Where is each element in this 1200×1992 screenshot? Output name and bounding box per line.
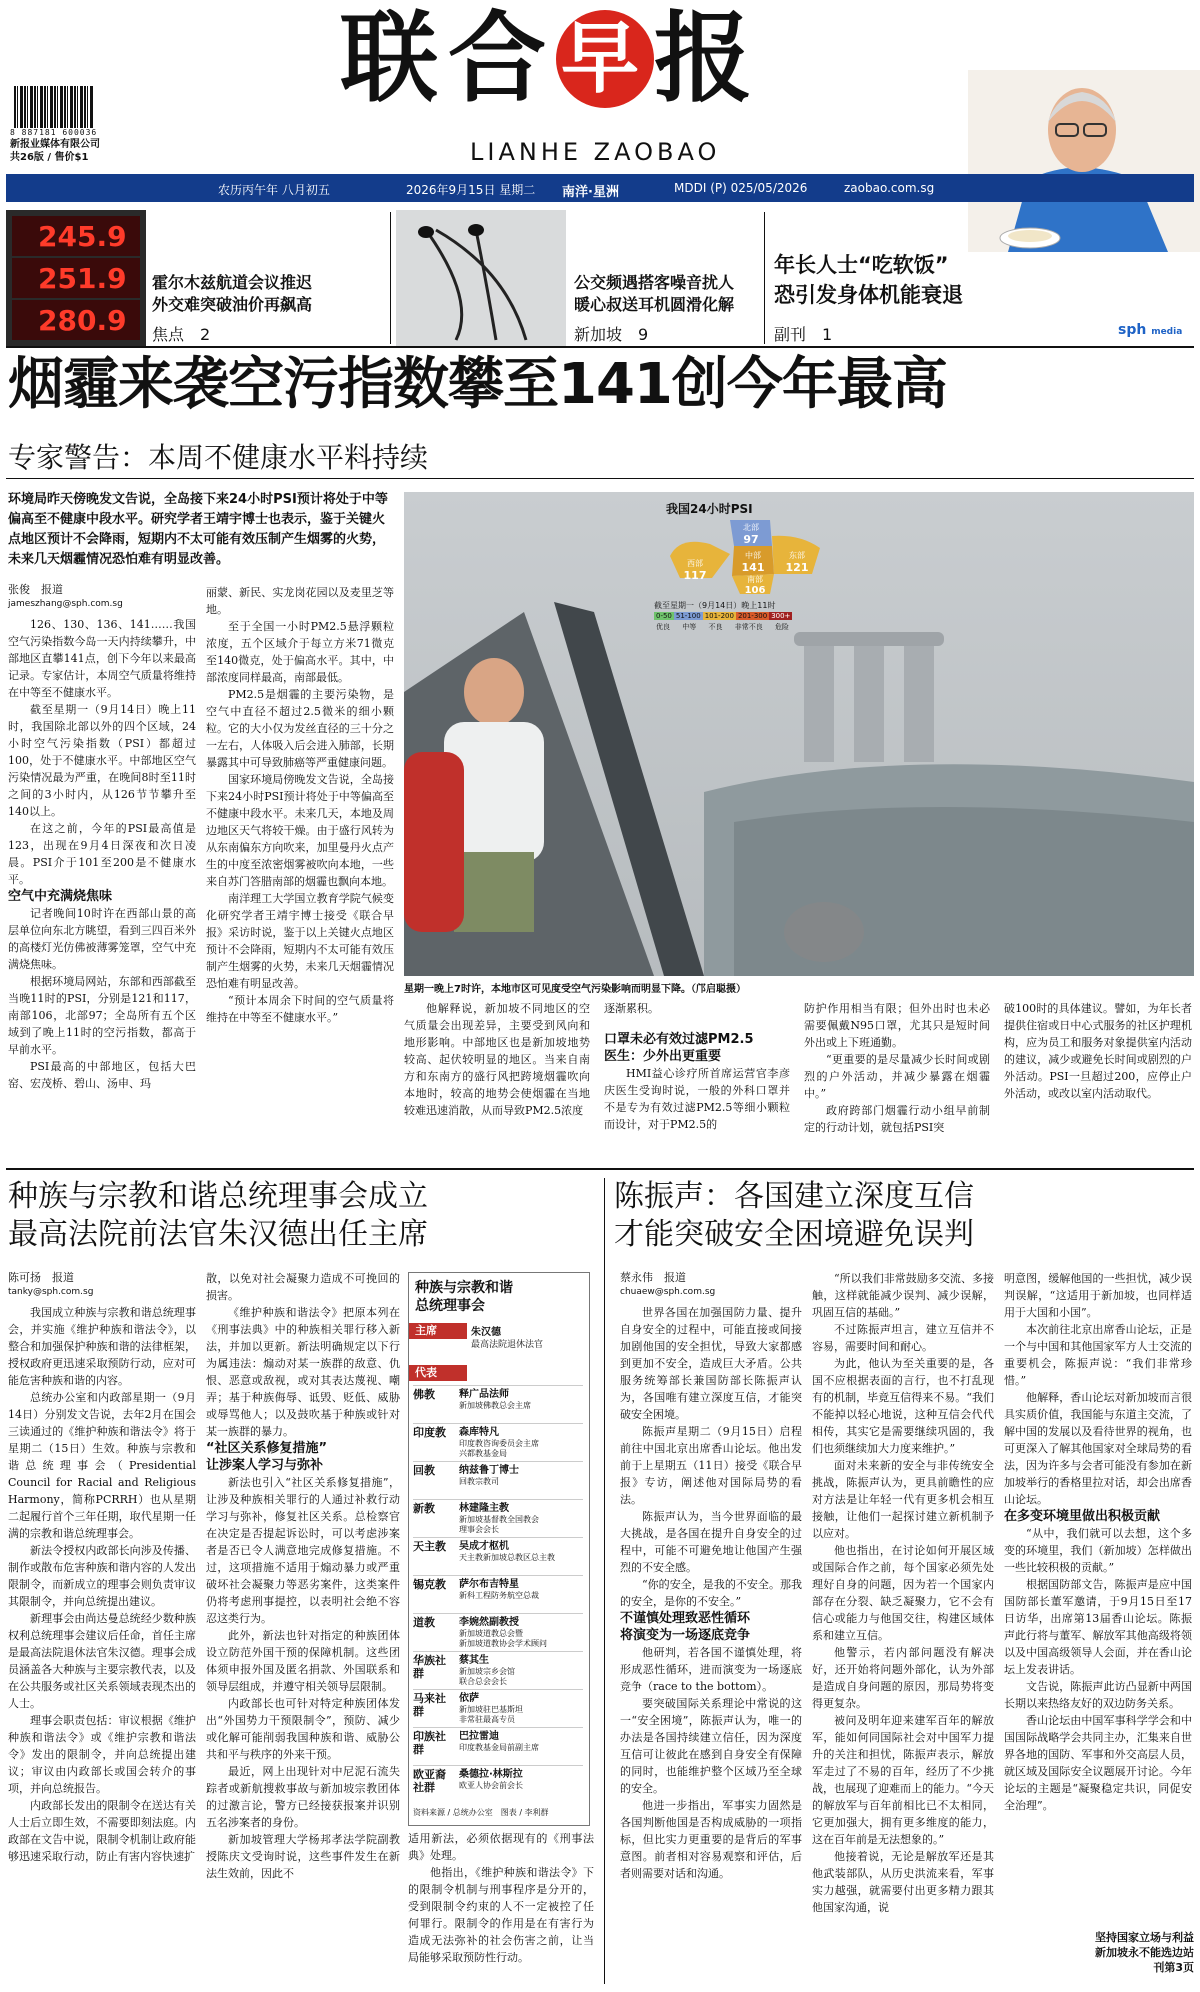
- rep-row: [413, 1575, 583, 1612]
- paragraph: 根据环境局网站，东部和西部截至当晚11时的PSI，分别是121和117，南部106，北部97；全岛所有五个区域到了晚上11时的空污指数，都高于早前水平。: [8, 975, 196, 1056]
- paragraph: 南洋理工大学国立教育学院气候变化研究学者王靖宇博士接受《联合早报》采访时说，鉴于以上关键火点地区预计不会降雨，短期内不太可能有效压制产生烟雾的火势，未来几天烟霾情况恐怕难有明显改善。: [206, 892, 394, 990]
- mddi-number: MDDI (P) 025/05/2026: [674, 181, 808, 195]
- rep-row: [413, 1651, 583, 1688]
- main-headline[interactable]: 烟霾来袭空污指数攀至141创今年最高: [8, 352, 947, 417]
- logo-char: 联: [340, 1, 449, 116]
- paragraph: 理事会职责包括：审议根据《维护种族和谐法令》或《维护宗教和谐法令》发出的限制令，并向总统提出建议；审议由内政部长或国会转介的事项，并向总统报告。: [8, 1714, 196, 1795]
- legend-range: 101-200: [704, 612, 734, 620]
- divider: [6, 1168, 1194, 1170]
- page-number: 9: [638, 325, 649, 344]
- logo-char: 报: [654, 1, 763, 116]
- legend-range: 201-300: [737, 612, 768, 620]
- section-name: 焦点: [152, 325, 185, 344]
- paragraph: 新法令授权内政部长向涉及传播、制作或散布危害种族和谐内容的人发出限制令，而新成立的理事会则负责审议其限制令，并向总统提出建议。: [8, 1544, 196, 1608]
- rep-name: 萨尔布吉特星: [459, 1579, 519, 1590]
- divider: [764, 212, 765, 344]
- paragraph: “你的安全，是我的不安全。那我的安全，是你的不安全。”: [620, 1578, 802, 1608]
- article-column: [1004, 1270, 1192, 1814]
- teaser-title-line: 公交频遇搭客噪音扰人: [574, 273, 735, 292]
- date-info-bar: [6, 174, 1194, 202]
- paragraph: HMI益心诊疗所首席运营官李彦庆医生受询时说，一般的外科口罩并不是专为有效过滤PM2.5等细小颗粒而设计，对于PM2.5的: [604, 1067, 790, 1131]
- article-column: [404, 1000, 590, 1119]
- region-north: [734, 522, 768, 546]
- paragraph: 最近，网上出现针对中尼泥石流失踪者或新航搜救事故与新加坡宗教团体的过激言论，警方已经接获报案并识别五名涉案者的身份。: [206, 1765, 400, 1829]
- rep-desc: 新科工程防务航空总裁: [459, 1591, 539, 1600]
- region-psi: 106: [744, 585, 766, 596]
- paragraph: PSI最高的中部地区，包括大巴窑、宏茂桥、碧山、汤申、玛: [8, 1060, 196, 1090]
- paragraph: 陈振声认为，当今世界面临的最大挑战，是各国在提升自身安全的过程中，可能不可避免地让他国产生强烈的不安全感。: [620, 1510, 802, 1574]
- paragraph: 面对未来新的安全与非传统安全挑战，陈振声认为，更具前瞻性的应对方法是让年轻一代有更多机会相互接触，让他们一起探讨建立新机制予以应对。: [812, 1459, 994, 1540]
- paragraph: 破100时的具体建议。譬如，为年长者提供住宿或日中心式服务的社区护理机构，应为员工和服务对象提供室内活动的建议，减少或避免长时间或剧烈的户外活动。PSI一旦超过200，应停止户外活动，或改以室内活动取代。: [1004, 1002, 1192, 1100]
- rep-row: [413, 1727, 583, 1764]
- rep-religion: 欧亚裔社群: [413, 1768, 446, 1794]
- paragraph: 他接着说，无论是解放军还是其他武装部队，从历史洪流来看，军事实力越强，就需要付出更多精力跟其他国家沟通，说: [812, 1850, 994, 1914]
- rep-row: [413, 1385, 583, 1422]
- article-column: [812, 1270, 994, 1916]
- rep-religion: 锡克教: [413, 1578, 446, 1591]
- rep-desc: 新加坡道教总会暨 新加坡道教协会学术顾问: [459, 1629, 547, 1648]
- rep-row: [413, 1423, 583, 1460]
- section-subheading: 在多变环境里做出积极贡献: [1004, 1509, 1161, 1524]
- teaser-title: [774, 250, 963, 310]
- legend-label: 优良: [656, 623, 670, 631]
- rep-name: 林建隆主教: [459, 1503, 509, 1514]
- byline-name: 蔡永伟 报道: [620, 1271, 686, 1284]
- paragraph: 为此，他认为至关重要的是，各国不应根据表面的言行，也不打乱现有的机制，毕竟互信得来不易。“我们不能掉以轻心地说，这种互信会代代相传，其实它是需要继续巩固的，我们也须继续加大力度来维护。”: [812, 1357, 994, 1455]
- chair-label: 主席: [409, 1323, 467, 1339]
- haze-photo[interactable]: [404, 492, 1194, 976]
- paragraph: 丽蒙、新民、实龙岗花园以及麦里芝等地。: [206, 586, 394, 616]
- rep-name: 吴成才枢机: [459, 1541, 509, 1552]
- region-psi: 121: [785, 561, 809, 574]
- paragraph: 他警示，若内部问题没有解决好，还开始将问题外部化，认为外部是造成自身问题的原因，那局势将变得更复杂。: [812, 1646, 994, 1710]
- rep-religion: 印族社群: [413, 1730, 446, 1756]
- divider: [6, 346, 1194, 348]
- fuel-price: 245.9: [38, 220, 127, 253]
- rep-name: 释广品法师: [459, 1389, 509, 1400]
- article-column: [206, 584, 394, 1026]
- legend-label: 中等: [682, 623, 697, 631]
- paragraph: 陈振声星期二（9月15日）启程前往中国北京出席香山论坛。他出发前于上星期五（11日）接受《联合早报》专访，阐述他对国际局势的看法。: [620, 1425, 802, 1506]
- section-name: 副刊: [774, 325, 807, 344]
- byline-email: jameszhang@sph.com.sg: [8, 599, 123, 609]
- rep-name: 蔡其生: [459, 1655, 489, 1666]
- logo-sun-char: 早: [556, 10, 654, 108]
- legend-range: 0-50: [656, 612, 672, 620]
- article-column: [1004, 1000, 1192, 1102]
- section-subheading: 空气中充满烧焦味: [8, 889, 113, 904]
- paragraph: 世界各国在加强国防力量、提升自身安全的过程中，可能直接或间接加剧他国的安全担忧，导致大家都感到更加不安全，造成巨大矛盾。公共服务统筹部长兼国防部长陈振声认为，各国唯有建立深度互信，才能突破安全困境。: [620, 1306, 802, 1421]
- byline: [8, 1270, 198, 1300]
- psi-map-title: 我国24小时PSI: [666, 502, 753, 516]
- rep-desc: 新加坡宗乡会馆 联合总会会长: [459, 1667, 515, 1686]
- paragraph: 要突破国际关系理论中常说的这一“安全困境”，陈振声认为，唯一的办法是各国持续建立信任，因为深度互信可让彼此在感到自身安全有保障的同时，也能维护整个区域乃至全球的安全。: [620, 1697, 802, 1795]
- article-column: [620, 1304, 802, 1882]
- legend-range: 51-100: [675, 612, 701, 620]
- paragraph: 新法也引入“社区关系修复措施”，让涉及种族相关罪行的人通过补救行动学习与弥补，修复社区关系。总检察官在决定是否提起诉讼时，可以考虑涉案者是否已令人满意地完成修复措施。不过，这项措施不适用于煽动暴力或严重破坏社会凝聚力等恶劣案件，这类案件仍将考虑刑事提控，以表明社会绝不容忍这类行为。: [206, 1476, 400, 1625]
- teaser-section: [152, 322, 210, 345]
- rep-row: [413, 1461, 583, 1498]
- rep-label: 代表: [409, 1365, 467, 1381]
- publisher: [10, 138, 100, 164]
- rep-desc: 印度教咨询委员会主席 兴都教基金局: [459, 1439, 539, 1458]
- rep-name: 桑德拉·林斯拉: [459, 1769, 523, 1780]
- fuel-price: 251.9: [38, 262, 127, 295]
- region-psi: 117: [683, 569, 707, 582]
- sph-media-text: media: [1151, 327, 1183, 337]
- article-column: [8, 1304, 196, 1865]
- teaser-title-line: 暖心叔送耳机圆滑化解: [574, 295, 735, 314]
- paragraph: 新理事会由尚达曼总统经少数种族权利总统理事会建议后任命，首任主席是最高法院退休法官朱汉德。理事会成员涵盖各大种族与主要宗教代表，以及在公共服务或社区关系领域表现杰出的人士。: [8, 1612, 196, 1710]
- paragraph: 不过陈振声坦言，建立互信并不容易，需要时间和耐心。: [812, 1323, 994, 1353]
- rep-name: 巴拉雷迪: [459, 1731, 499, 1742]
- barcode: [14, 86, 94, 128]
- psi-legend-labels: [656, 622, 789, 632]
- rep-name: 依萨: [459, 1693, 479, 1704]
- paragraph: 内政部长发出的限制令在送达有关人士后立即生效，不需要即刻法庭。内政部在文告中说，限制令机制让政府能够迅速采取行动，防止有害内容快速扩: [8, 1799, 196, 1863]
- paragraph: 总统办公室和内政部星期一（9月14日）分别发文告说，去年2月在国会三读通过的《维护种族和谐法令》将于星期二（15日）生效。种族与宗教和谐总统理事会（Presidential Council for Racial and Religious Harmony，简称PCRRH）也从星期二起履行首个三年任期，取代星期一任满的宗教和谐总统理事会。: [8, 1391, 196, 1540]
- rep-desc: 印度教基金局前副主席: [459, 1743, 539, 1752]
- region-central: [736, 550, 770, 574]
- section-subheading: [604, 1031, 790, 1065]
- rep-desc: 新加坡基督教全国教会 理事会会长: [459, 1515, 539, 1534]
- infobox-credits: [413, 1807, 549, 1818]
- infobox-title-line: 种族与宗教和谐: [415, 1280, 513, 1296]
- rep-name: 李婉然副教授: [459, 1617, 519, 1628]
- logo-english: LIANHE ZAOBAO: [470, 138, 721, 166]
- paragraph: 香山论坛由中国军事科学学会和中国国际战略学会共同主办，汇集来自世界各地的国防、军事和外交高层人员，就区域及国际安全议题展开讨论。今年论坛的主题是“凝聚稳定共识，同促安全治理”。: [1004, 1714, 1192, 1812]
- paragraph: 本次前往北京出席香山论坛，正是一个与中国和其他国家军方人士交流的重要机会，陈振声说：“我们非常珍惜。”: [1004, 1323, 1192, 1387]
- rep-desc: 新加坡佛教总会主席: [459, 1401, 531, 1410]
- paragraph: 《维护种族和谐法令》把原本列在《刑事法典》中的种族相关罪行移入新法，并加以更新。新法明确规定以下行为属违法：煽动对某一族群的敌意、仇恨、恶意或敌视，或对其表达蔑视、嘲弄；基于种族侮辱、诋毁、贬低、威胁或辱骂他人；以及鼓吹基于种族或针对某一族群的暴力。: [206, 1306, 400, 1438]
- photo-caption: 星期一晚上7时许，本地市区可见度受空气污染影响而明显下降。（邝启聪摄）: [404, 984, 746, 995]
- divider: [604, 1178, 605, 1984]
- rep-desc: 回教宗教司: [459, 1477, 499, 1486]
- masthead: [0, 0, 1200, 172]
- article-column: [804, 1000, 990, 1136]
- article-column: [206, 1270, 400, 1882]
- rep-religion: 马来社群: [413, 1692, 446, 1718]
- teaser-title-line: 霍尔木兹航道会议推迟: [152, 273, 313, 292]
- byline-name: 陈可扬 报道: [8, 1271, 74, 1284]
- paragraph: 政府跨部门烟霾行动小组早前制定的行动计划，就包括PSI突: [804, 1104, 990, 1134]
- region-name: 北部: [743, 523, 759, 532]
- paragraph: 他也指出，在讨论如何开展区域或国际合作之前，每个国家必须先处理好自身的问题，因为若一个国家内部存在分裂、缺乏凝聚力，它不会有信心或能力与他国交往，构建区域体系和建立互信。: [812, 1544, 994, 1642]
- paragraph: 截至星期一（9月14日）晚上11时，我国除北部以外的四个区域，24小时空气污染指数（PSI）都超过100，处于不健康水平。中部地区空气污染情况最为严重，在晚间8时至11时之间的3小时内，从126节节攀升至140以上。: [8, 703, 196, 818]
- byline-email: chuaew@sph.com.sg: [620, 1287, 716, 1297]
- paragraph: 防护作用相当有限；但外出时也未必需要佩戴N95口罩，尤其只是短时间外出或上下班通勤。: [804, 1002, 990, 1049]
- rep-religion: 天主教: [413, 1540, 446, 1553]
- chair-desc: 最高法院退休法官: [471, 1340, 544, 1350]
- edition-name: 南洋·星洲: [562, 185, 619, 200]
- paragraph: 我国成立种族与宗教和谐总统理事会，并实施《维护种族和谐法令》，以整合和加强保护种族和谐的法律框架，授权政府更迅速采取预防行动，应对可能危害种族和谐的内容。: [8, 1306, 196, 1387]
- divider: [390, 212, 391, 344]
- paragraph: 此外，新法也针对指定的种族团体设立防范外国干预的保障机制。这些团体须申报外国及匿名捐款、外国联系和领导层组成，并遵守相关领导层限制。: [206, 1629, 400, 1693]
- rep-row: [413, 1613, 583, 1650]
- paragraph: 至于全国一小时PM2.5悬浮颗粒浓度，五个区域介于每立方米71微克至140微克，处于偏高水平。其中，中部浓度同样最高，南部最低。: [206, 620, 394, 684]
- paragraph: 在这之前，今年的PSI最高值是123，出现在9月4日深夜和次日凌晨。PSI介于101至200是不健康水平。: [8, 822, 196, 886]
- article-column: [8, 616, 196, 1092]
- psi-map: [650, 500, 880, 630]
- psi-legend: [654, 612, 792, 620]
- rep-religion: 华族社群: [413, 1654, 446, 1680]
- logo[interactable]: [340, 1, 763, 116]
- lead-paragraph: 环境局昨天傍晚发文告说，全岛接下来24小时PSI预计将处于中等偏高至不健康中段水平。研究学者王靖宇博士也表示，鉴于关键火点地区预计不会降雨，短期内不太可能有效压制产生烟雾的火势，未来几天烟霾情况恐怕难有明显改善。: [8, 492, 388, 567]
- rep-row: [413, 1537, 583, 1574]
- paragraph: 他解释说，新加坡不同地区的空气质量会出现差异，主要受到风向和地形影响。中部地区也是新加坡地势较高、起伏较明显的地区。当来自南方和东南方的盛行风把跨境烟霾吹向本地时，较高的地势会使烟霾在当地较难迅速消散，从而导致PM2.5浓度: [404, 1002, 590, 1117]
- teaser-title: [574, 272, 734, 316]
- paragraph: 他指出，《维护种族和谐法令》下的限制令机制与刑事程序是分开的，受到限制令约束的人不一定被控了任何罪行。限制令的作用是在有害行为造成无法弥补的社会伤害之前，让当局能够采取预防性行动。: [408, 1866, 594, 1964]
- rep-religion: 道教: [413, 1616, 435, 1629]
- region-name: 中部: [745, 551, 761, 560]
- teaser-line: 坚持国家立场与利益: [1095, 1931, 1194, 1944]
- paragraph: “更重要的是尽量减少长时间或剧烈的户外活动，并减少暴露在烟霾中。”: [804, 1053, 990, 1100]
- region-psi: 141: [741, 561, 765, 574]
- sph-media-logo: [1118, 322, 1182, 338]
- teaser-section: [774, 322, 832, 345]
- section-subheading: “社区关系修复措施” 让涉案人学习与弥补: [206, 1441, 328, 1473]
- paragraph: 文告说，陈振声此访凸显新中两国长期以来热络友好的双边防务关系。: [1004, 1680, 1192, 1710]
- logo-char: 合: [448, 1, 557, 116]
- teaser-title-line: 恐引发身体机能衰退: [774, 283, 963, 307]
- teaser-title: [152, 272, 312, 316]
- legend-label: 危险: [774, 623, 789, 631]
- rep-desc: 天主教新加坡总教区总主教: [459, 1553, 555, 1562]
- paragraph: 被问及明年迎来建军百年的解放军，能如何同国际社会对中国军力提升的关注和担忧，陈振声表示，解放军走过了不易的百年，经历了不少挑战，也展现了迎难而上的能力。“今天的解放军与百年前相比已不太相同，它更加强大，拥有更多维度的能力，这在百年前是无法想象的。”: [812, 1714, 994, 1846]
- region-name: 西部: [687, 559, 703, 568]
- byline: [620, 1270, 810, 1300]
- rep-row: [413, 1499, 583, 1536]
- issue-date: 2026年9月15日 星期二: [406, 183, 536, 197]
- subheading-line: 医生：少外出更重要: [604, 1049, 722, 1064]
- rep-religion: 佛教: [413, 1388, 435, 1401]
- paragraph: 适用新法，必须依据现有的《刑事法典》处理。: [408, 1832, 594, 1862]
- paragraph: 他解释，香山论坛对新加坡而言很具实质价值，我国能与东道主交流，了解中国的发展以及看待世界的视角，也可更深入了解其他国家对全球局势的看法，因为许多与会者可能没有参加在新加坡举行的香格里拉对话，却会出席香山论坛。: [1004, 1391, 1192, 1506]
- teaser-title-line: 年长人士“吃软饭”: [774, 253, 949, 277]
- fuel-price: 280.9: [38, 304, 127, 337]
- story2-headline[interactable]: [8, 1178, 428, 1254]
- rep-name: 森库特凡: [459, 1427, 499, 1438]
- paragraph: “从中，我们就可以去想，这个多变的环境里，我们（新加坡）怎样做出一些比较积极的贡献。”: [1004, 1527, 1192, 1574]
- paragraph: 他研判，若各国不谨慎处理，将形成恶性循环，进而演变为一场逐底竞争（race to the bottom）。: [620, 1646, 802, 1693]
- publisher-name: 新报业媒体有限公司: [10, 139, 100, 150]
- rep-religion: 新教: [413, 1502, 435, 1515]
- teaser-singapore[interactable]: [396, 210, 766, 346]
- page-number: 1: [822, 325, 833, 344]
- infobox-title-line: 总统理事会: [415, 1298, 485, 1314]
- related-story-teaser[interactable]: [1060, 1930, 1194, 1975]
- graphic-credit: 图表 / 李利群: [500, 1808, 549, 1817]
- paragraph: 国家环境局傍晚发文告说，全岛接下来24小时PSI预计将处于中等偏高至不健康中段水平。未来几天，本地及周边地区天气将较干燥。由于盛行风转为从东南偏东方向吹来，加里曼丹火点产生的中度至浓密烟雾被吹向本地，一些来自苏门答腊南部的烟霾也飘向本地。: [206, 773, 394, 888]
- rep-desc: 新加坡驻巴基斯坦 非常驻最高专员: [459, 1705, 523, 1724]
- paragraph: 126、130、136、141……我国空气污染指数今岛一天内持续攀升，中部地区直攀141点，创下今年以来最高记录。专家估计，本周空气质量将维持在中等至不健康水平。: [8, 618, 196, 699]
- region-name: 南部: [747, 575, 763, 584]
- article-column: [408, 1830, 594, 1966]
- region-psi: 97: [743, 533, 759, 546]
- teaser-page-ref: 刊第3页: [1153, 1961, 1194, 1974]
- paragraph: 明意图，缓解他国的一些担忧，减少误判误解，“这适用于新加坡，也同样适用于大国和小国”。: [1004, 1272, 1192, 1319]
- subheading-line: 口罩未必有效过滤PM2.5: [604, 1032, 754, 1047]
- section-name: 新加坡: [574, 325, 623, 344]
- legend-range: 300+: [771, 612, 791, 620]
- rep-religion: 回教: [413, 1464, 435, 1477]
- headline-line: 才能突破安全困境避免误判: [614, 1217, 974, 1252]
- headline-line: 最高法院前法官朱汉德出任主席: [8, 1217, 428, 1252]
- paragraph: 记者晚间10时许在西部山景的高层单位向东北方眺望，看到三四百米外的高楼灯光仿佛被薄雾笼罩，空气中充满烧焦味。: [8, 907, 196, 971]
- rep-name: 纳兹鲁丁博士: [459, 1465, 519, 1476]
- legend-label: 非常不良: [734, 623, 763, 631]
- council-infobox: [408, 1272, 590, 1826]
- main-subheadline: 专家警告：本周不健康水平料持续: [8, 441, 429, 474]
- chair-name: 朱汉德: [471, 1327, 501, 1338]
- paragraph: 逐渐累积。: [604, 1002, 659, 1015]
- teaser-supplement[interactable]: [772, 210, 1196, 346]
- paragraph: 散，以免对社会凝聚力造成不可挽回的损害。: [206, 1272, 400, 1302]
- pages-price: 共26版 / 售价$1: [10, 152, 89, 163]
- story3-headline[interactable]: [614, 1178, 974, 1254]
- paragraph: 他进一步指出，军事实力固然是各国判断他国是否构成威胁的一项指标，但比实力更重要的是背后的军事意图。前者相对容易观察和评估，后者则需要对话和沟通。: [620, 1799, 802, 1880]
- paragraph: “所以我们非常鼓励多交流、多接触，这样就能减少误判、减少误解，巩固互信的基础。”: [812, 1272, 994, 1319]
- paragraph: 内政部长也可针对特定种族团体发出“外国势力干预限制令”，预防、减少或化解可能削弱我国种族和谐、威胁公共和平与秩序的外来干预。: [206, 1697, 400, 1761]
- psi-note: 截至星期一（9月14日）晚上11时: [654, 601, 776, 610]
- byline-name: 张俊 报道: [8, 583, 63, 596]
- paragraph: 新加坡管理大学杨邦孝法学院副教授陈庆文受询时说，这些事件发生在新法生效前，因此不: [206, 1833, 400, 1880]
- headline-line: 陈振声：各国建立深度互信: [614, 1179, 974, 1214]
- legend-label: 不良: [708, 623, 723, 631]
- infobox-title: [415, 1279, 513, 1315]
- barcode-number: 8 887181 600036: [10, 128, 98, 137]
- region-south: [740, 574, 770, 596]
- website-link[interactable]: zaobao.com.sg: [844, 181, 935, 195]
- teaser-section: [574, 322, 648, 345]
- rep-row: [413, 1689, 583, 1726]
- byline: [8, 582, 198, 612]
- sph-logo-text: sph: [1118, 322, 1147, 338]
- byline-email: tanky@sph.com.sg: [8, 1287, 94, 1297]
- section-subheading: 不谨慎处理致恶性循环 将演变为一场逐底竞争: [620, 1611, 751, 1643]
- page-number: 2: [200, 325, 211, 344]
- divider: [6, 478, 1194, 479]
- paragraph: PM2.5是烟霾的主要污染物，是空气中直径不超过2.5微米的细小颗粒。它的大小仅为发丝直径的三十分之一左右，人体吸入后会进入肺部，长期暴露其中可导致肺癌等严重健康问题。: [206, 688, 394, 769]
- paragraph: 根据国防部文告，陈振声是应中国国防部长董军邀请，于9月15日至17日访华，出席第13届香山论坛。陈振声此行将与董军、解放军其他高级将领以及中国高级领导人会面，并在香山论坛上发表讲话。: [1004, 1578, 1192, 1676]
- teaser-title-line: 外交难突破油价再飙高: [152, 295, 313, 314]
- source-credit: 资料来源 / 总统办公室: [413, 1808, 493, 1817]
- lunar-date: 农历丙午年 八月初五: [218, 183, 330, 197]
- paragraph: “预计本周余下时间的空气质量将维持在中等至不健康水平。”: [206, 994, 394, 1024]
- region-west: [678, 558, 712, 582]
- headline-line: 种族与宗教和谐总统理事会成立: [8, 1179, 428, 1214]
- region-east: [780, 550, 814, 574]
- earphones-photo: [396, 210, 566, 346]
- region-name: 东部: [789, 551, 805, 560]
- article-column: [604, 1000, 790, 1133]
- teaser-line: 新加坡永不能选边站: [1095, 1946, 1194, 1959]
- rep-desc: 欧亚人协会前会长: [459, 1781, 523, 1790]
- rep-row: [413, 1765, 583, 1802]
- teaser-focus[interactable]: [6, 210, 386, 346]
- rep-religion: 印度教: [413, 1426, 446, 1439]
